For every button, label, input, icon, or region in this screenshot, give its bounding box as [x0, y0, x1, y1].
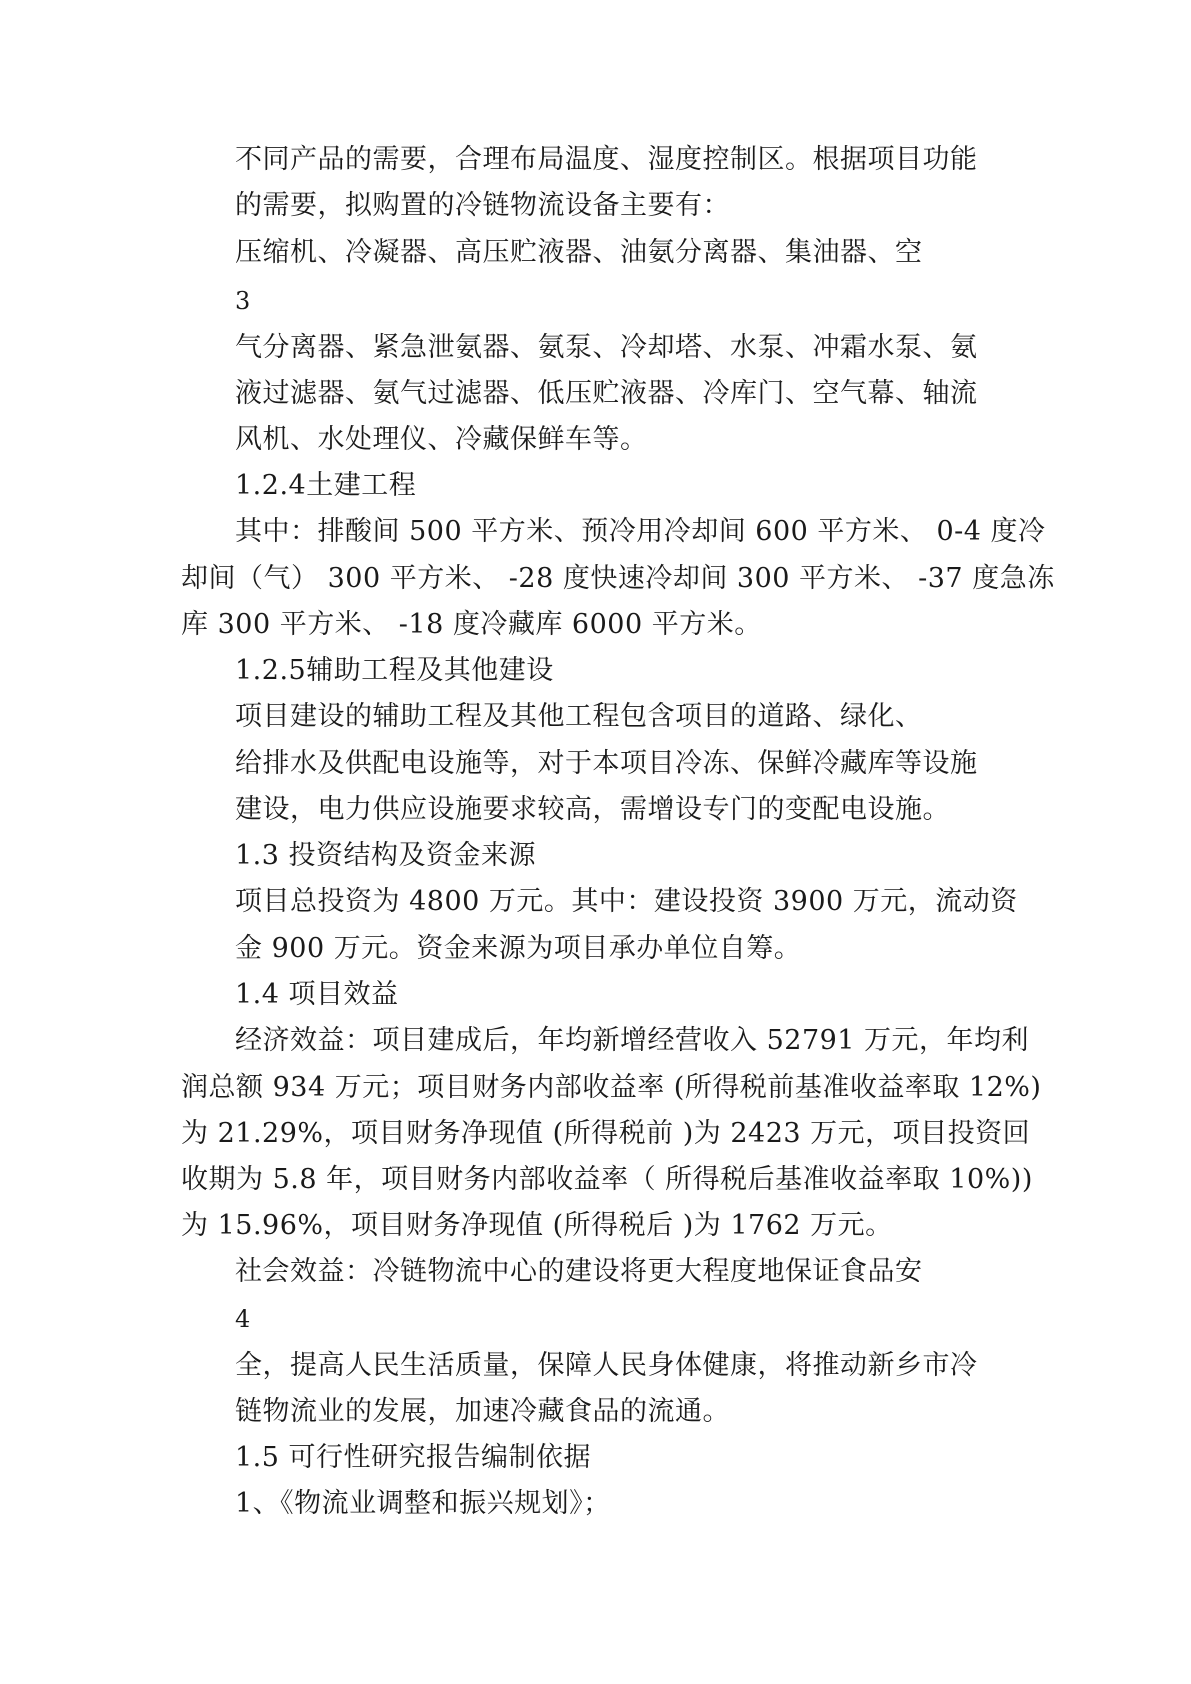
text-line: 润总额 934 万元；项目财务内部收益率 (所得税前基准收益率取 12%) — [181, 1072, 1042, 1103]
text-line: 1、《物流业调整和振兴规划》； — [235, 1488, 611, 1519]
text-line: 为 21.29%，项目财务净现值 (所得税前 )为 2423 万元，项目投资回 — [181, 1118, 1031, 1149]
text-line: 压缩机、冷凝器、高压贮液器、油氨分离器、集油器、空 — [235, 237, 923, 268]
text-line: 其中：排酸间 500 平方米、预冷用冷却间 600 平方米、 0-4 度冷 — [235, 516, 1046, 547]
text-line: 建设，电力供应设施要求较高，需增设专门的变配电设施。 — [235, 794, 950, 825]
text-line: 收期为 5.8 年，项目财务内部收益率（ 所得税后基准收益率取 10%)) — [181, 1164, 1033, 1195]
text-line: 金 900 万元。资金来源为项目承办单位自筹。 — [235, 933, 802, 964]
section-heading: 1.5 可行性研究报告编制依据 — [235, 1442, 592, 1473]
text-line: 库 300 平方米、 -18 度冷藏库 6000 平方米。 — [181, 609, 762, 640]
section-heading: 1.2.4土建工程 — [235, 470, 417, 501]
page-number: 4 — [235, 1305, 251, 1333]
text-line: 却间（气） 300 平方米、 -28 度快速冷却间 300 平方米、 -37 度急冻 — [181, 563, 1055, 594]
text-line: 风机、水处理仪、冷藏保鲜车等。 — [235, 424, 648, 455]
page-number: 3 — [235, 287, 251, 315]
text-line: 项目建设的辅助工程及其他工程包含项目的道路、绿化、 — [235, 701, 923, 732]
text-line: 为 15.96%，项目财务净现值 (所得税后 )为 1762 万元。 — [181, 1210, 893, 1241]
text-line: 气分离器、紧急泄氨器、氨泵、冷却塔、水泵、冲霜水泵、氨 — [235, 332, 978, 363]
text-line: 不同产品的需要，合理布局温度、湿度控制区。根据项目功能 — [235, 144, 978, 175]
text-line: 经济效益：项目建成后，年均新增经营收入 52791 万元，年均利 — [235, 1025, 1030, 1056]
section-heading: 1.3 投资结构及资金来源 — [235, 840, 537, 871]
text-line: 液过滤器、氨气过滤器、低压贮液器、冷库门、空气幕、轴流 — [235, 378, 978, 409]
section-heading: 1.4 项目效益 — [235, 979, 399, 1010]
text-line: 链物流业的发展，加速冷藏食品的流通。 — [235, 1396, 730, 1427]
text-line: 的需要，拟购置的冷链物流设备主要有： — [235, 190, 730, 221]
text-line: 给排水及供配电设施等，对于本项目冷冻、保鲜冷藏库等设施 — [235, 748, 978, 779]
section-heading: 1.2.5辅助工程及其他建设 — [235, 655, 554, 686]
text-line: 社会效益：冷链物流中心的建设将更大程度地保证食品安 — [235, 1256, 923, 1287]
text-line: 全，提高人民生活质量，保障人民身体健康，将推动新乡市冷 — [235, 1350, 978, 1381]
text-line: 项目总投资为 4800 万元。其中：建设投资 3900 万元，流动资 — [235, 886, 1018, 917]
